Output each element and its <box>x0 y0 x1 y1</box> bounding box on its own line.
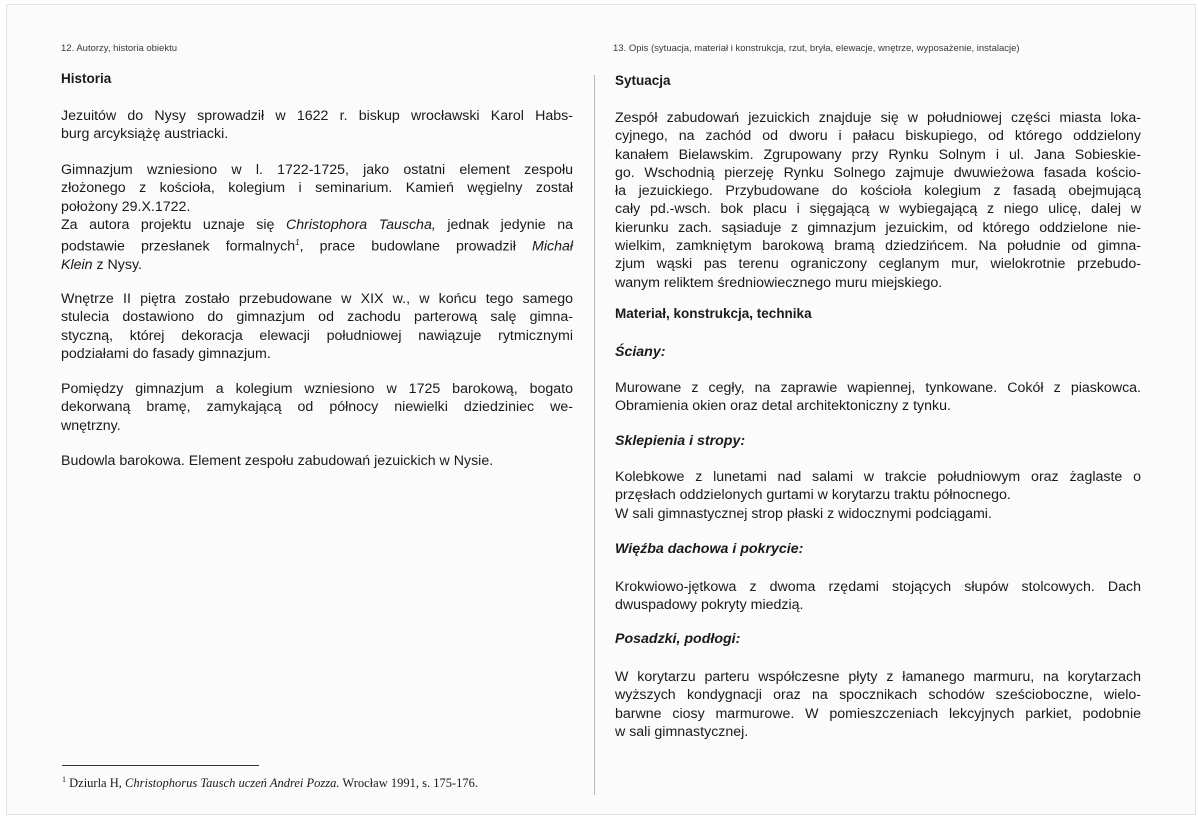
text-line: wnętrzny. <box>61 417 121 434</box>
text-line: Pomiędzy gimnazjum a kolegium wzniesiono w 1725 barokową, bogato <box>61 381 573 397</box>
text-line: wanym reliktem średniowiecznego muru miejskiego. <box>615 274 943 291</box>
text-line: wielkim, zamkniętym barokową bramą dziedzińcem. Na południe od gimna- <box>615 238 1141 255</box>
footnote-rule <box>62 765 259 766</box>
text-line: złożonego z kościoła, kolegium i seminarium. Kamień węgielny został <box>61 180 573 197</box>
text-line: W sali gimnastycznej strop płaski z widocznymi podciągami. <box>615 505 992 522</box>
footnote: $^1$ Dziurla H, Christophorus Tausch uczeń Andrei Pozza. Wrocław 1991, s. 175-176. <box>62 775 478 791</box>
roof-subheading: Więźba dachowa i pokrycie: <box>615 541 804 557</box>
text-line: w sali gimnastycznej. <box>615 723 749 740</box>
text-line: przęsłach oddzielonych gurtami w korytarzu traktu północnego. <box>615 487 1011 504</box>
text-line: cyjnego, na zachód od dworu i pałacu biskupiego, od którego oddzielony <box>615 128 1141 145</box>
text-line: podziałami do fasady gimnazjum. <box>61 345 271 362</box>
text-line: Gimnazjum wzniesiono w l. 1722-1725, jako ostatni element zespołu <box>61 162 573 178</box>
walls-subheading: Ściany: <box>615 344 666 360</box>
text-line: barwne ciosy marmurowe. W pomieszczeniach lekcyjnych parkiet, podobnie <box>615 705 1141 722</box>
text-line: Kolebkowe z lunetami nad salami w trakcie południowym oraz żaglaste o <box>615 469 1141 485</box>
text-line-footnoted: podstawie przesłanek formalnych$^1$, prace budowlane prowadził Michał <box>61 238 573 255</box>
text-line: Krokwiowo-jętkowa z dwoma rzędami stojących słupów stolcowych. Dach <box>615 579 1141 595</box>
text-line: Jezuitów do Nysy sprowadził w 1622 r. biskup wrocławski Karol Habs- <box>61 108 573 124</box>
text-line: wyższych kondygnacji oraz na spocznikach schodów sześcioboczne, wielo- <box>615 687 1141 704</box>
sytuacja-heading: Sytuacja <box>615 73 671 88</box>
text-line: Zespół zabudowań jezuickich znajduje się w południowej części miasta loka- <box>615 110 1141 126</box>
vaults-paragraph <box>615 468 1141 523</box>
text-line: stulecia dostawiono do gimnazjum od zachodu parterową salę gimna- <box>61 309 573 326</box>
text-line: położony 29.X.1722. <box>61 198 191 215</box>
text-line: dwuspadowy pokryty miedzią. <box>615 597 804 614</box>
text-line: kanałem Bielawskim. Zgrupowany przy Rynku Solnym i ul. Jana Sobieskie- <box>615 146 1141 163</box>
historia-heading: Historia <box>61 71 112 86</box>
text-line: Wnętrze II piętra zostało przebudowane w XIX w., w końcu tego samego <box>61 291 573 307</box>
text-line: go. Wschodnią pierzeję Rynku Solnego zajmuje dwuwieżowa fasada kościo- <box>615 164 1141 181</box>
text-line: kierunku zach. sąsiaduje z gimnazjum jezuickim, od którego oddzielone nie- <box>615 219 1141 236</box>
text-line: W korytarzu parteru współczesne płyty z łamanego marmuru, na korytarzach <box>615 669 1141 685</box>
roof-paragraph <box>615 578 1141 615</box>
document-page <box>6 4 1196 815</box>
text-line: dekorwaną bramę, zamykającą od północy niewielki dziedziniec we- <box>61 399 573 416</box>
column-divider <box>594 75 595 795</box>
right-section-header: 13. Opis (sytuacja, materiał i konstrukcja, rzut, bryła, elewacje, wnętrze, wyposażenie, instalacje) <box>613 43 1020 54</box>
text-line: Obramienia okien oraz detal architektoniczny z tynku. <box>615 398 951 415</box>
text-line: Klein z Nysy. <box>61 257 142 274</box>
floors-paragraph <box>615 668 1141 741</box>
history-paragraph-3 <box>61 290 573 363</box>
material-heading: Materiał, konstrukcja, technika <box>615 306 812 321</box>
text-line: Budowla barokowa. Element zespołu zabudowań jezuickich w Nysie. <box>61 453 494 469</box>
left-section-header: 12. Autorzy, historia obiektu <box>61 43 177 54</box>
text-line: burg arcyksiążę austriacki. <box>61 126 229 143</box>
history-paragraph-5 <box>61 452 573 470</box>
text-line: zjum wąski pas terenu ograniczony ceglanym mur, wielokrotnie przebudo- <box>615 256 1141 273</box>
text-line: ła jezuickiego. Przybudowane do kościoła kolegium z fasadą obejmującą <box>615 183 1141 200</box>
text-line: cały pd.-wsch. bok placu i sięgającą w wybiegającą z niego ulicę, dalej w <box>615 201 1141 218</box>
text-line: Murowane z cegły, na zaprawie wapiennej, tynkowane. Cokół z piaskowca. <box>615 380 1141 396</box>
footnote-ref: 1 <box>295 238 300 248</box>
history-paragraph-1 <box>61 107 573 144</box>
text-line: styczną, której dekoracja elewacji południowej nawiązuje rytmicznymi <box>61 327 573 344</box>
history-paragraph-4 <box>61 380 573 435</box>
history-paragraph-2 <box>61 161 573 275</box>
text-line-author: Za autora projektu uznaje się Christophora Tauscha, jednak jedynie na <box>61 216 573 233</box>
situation-paragraph <box>615 109 1141 292</box>
vaults-subheading: Sklepienia i stropy: <box>615 433 746 449</box>
walls-paragraph <box>615 379 1141 416</box>
floors-subheading: Posadzki, podłogi: <box>615 631 741 647</box>
